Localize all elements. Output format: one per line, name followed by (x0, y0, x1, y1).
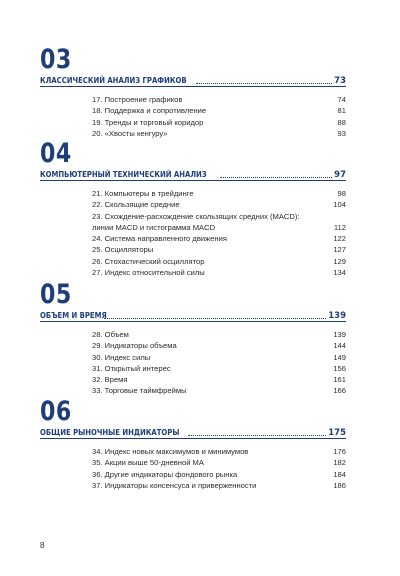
entry-title: 23. Схождение-расхождение скользящих средних (MACD): (92, 211, 300, 221)
section-page: 175 (328, 428, 346, 438)
dot-leader (104, 317, 327, 319)
toc-section-06 (40, 398, 346, 491)
entry-page: 166 (333, 386, 346, 396)
toc-entry[interactable] (92, 256, 346, 267)
toc-entry[interactable] (92, 374, 346, 385)
toc-entry[interactable] (92, 199, 346, 210)
entry-page: 98 (337, 189, 346, 198)
dot-leader (188, 434, 326, 436)
entry-title: 30. Индекс силы (92, 352, 151, 362)
entry-page: 156 (333, 363, 346, 373)
entry-page: 139 (333, 330, 346, 339)
entry-page: 112 (333, 222, 346, 232)
toc-entry[interactable] (92, 329, 346, 340)
entry-page: 74 (337, 95, 346, 104)
entry-page: 182 (333, 458, 346, 468)
entry-title: 29. Индикаторы объема (92, 341, 177, 351)
entry-title: 22. Скользящие средние (92, 200, 180, 210)
entry-list (92, 446, 346, 491)
toc-entry[interactable] (92, 233, 346, 244)
section-page: 139 (328, 311, 346, 321)
toc-entry[interactable] (92, 211, 346, 234)
entry-title: 17. Построение графиков (92, 95, 183, 104)
entry-page: 129 (333, 256, 346, 266)
entry-title: 18. Поддержка и сопротивление (92, 106, 207, 116)
entry-page: 81 (337, 106, 346, 116)
entry-title: 24. Система направленного движения (92, 234, 227, 244)
section-number: 04 (40, 138, 72, 169)
toc-section-05 (40, 281, 346, 397)
section-page: 73 (334, 76, 346, 86)
entry-page: 161 (333, 375, 346, 385)
entry-page: 127 (333, 245, 346, 255)
entry-title: 35. Акции выше 50-дневной МА (92, 458, 204, 468)
entry-title: 26. Стохастический осциллятор (92, 256, 205, 266)
entry-title-continued: линии MACD и гистограмма MACD (92, 222, 216, 232)
entry-title: 32. Время (92, 375, 128, 385)
entry-page: 104 (333, 200, 346, 210)
toc-entry[interactable] (92, 244, 346, 255)
entry-list (92, 188, 346, 278)
section-title: ОБЪЕМ И ВРЕМЯ (40, 311, 107, 320)
toc-entry[interactable] (92, 340, 346, 351)
section-title: КЛАССИЧЕСКИЙ АНАЛИЗ ГРАФИКОВ (40, 76, 187, 85)
entry-title: 34. Индекс новых максимумов и минимумов (92, 447, 249, 456)
entry-page: 88 (337, 117, 346, 127)
section-number: 06 (40, 396, 72, 427)
toc-entry[interactable] (92, 385, 346, 396)
entry-title: 25. Осцилляторы (92, 245, 154, 255)
entry-page: 149 (333, 352, 346, 362)
toc-entry[interactable] (92, 117, 346, 128)
toc-entry[interactable] (92, 94, 346, 105)
toc-entry[interactable] (92, 469, 346, 480)
page-number: 8 (40, 541, 45, 550)
entry-title: 27. Индекс относительной силы (92, 268, 205, 278)
section-number: 03 (40, 44, 72, 75)
section-heading[interactable] (40, 168, 346, 181)
toc-entry[interactable] (92, 352, 346, 363)
entry-page: 122 (333, 234, 346, 244)
entry-list (92, 94, 346, 139)
toc-entry[interactable] (92, 363, 346, 374)
entry-page: 144 (333, 341, 346, 351)
toc-entry[interactable] (92, 457, 346, 468)
entry-page: 134 (333, 268, 346, 278)
section-title: КОМПЬЮТЕРНЫЙ ТЕХНИЧЕСКИЙ АНАЛИЗ (40, 170, 207, 179)
toc-entry[interactable] (92, 188, 346, 199)
toc-entry[interactable] (92, 267, 346, 278)
toc-entry[interactable] (92, 128, 346, 139)
entry-title: 31. Открытый интерес (92, 363, 171, 373)
section-number: 05 (40, 279, 72, 310)
entry-title: 37. Индикаторы консенсуса и приверженности (92, 480, 257, 490)
dot-leader (220, 176, 332, 178)
entry-title: 21. Компьютеры в трейдинге (92, 189, 194, 198)
entry-title: 33. Торговые таймфреймы (92, 386, 187, 396)
section-page: 97 (334, 170, 346, 180)
toc-entry[interactable] (92, 105, 346, 116)
section-title: ОБЩИЕ РЫНОЧНЫЕ ИНДИКАТОРЫ (40, 428, 180, 437)
entry-page: 184 (333, 469, 346, 479)
entry-title: 28. Объем (92, 330, 129, 339)
toc-section-03 (40, 46, 346, 139)
entry-list (92, 329, 346, 397)
toc-entry[interactable] (92, 480, 346, 491)
entry-page: 176 (333, 447, 346, 456)
entry-title: 20. «Хвосты кенгуру» (92, 128, 168, 138)
entry-title: 19. Тренды и торговый коридор (92, 117, 204, 127)
toc-section-04 (40, 140, 346, 278)
section-heading[interactable] (40, 309, 346, 322)
entry-page: 93 (337, 128, 346, 138)
dot-leader (196, 82, 332, 84)
section-heading[interactable] (40, 74, 346, 87)
entry-title: 36. Другие индикаторы фондового рынка (92, 469, 238, 479)
toc-entry[interactable] (92, 446, 346, 457)
entry-page: 186 (333, 480, 346, 490)
section-heading[interactable] (40, 426, 346, 439)
